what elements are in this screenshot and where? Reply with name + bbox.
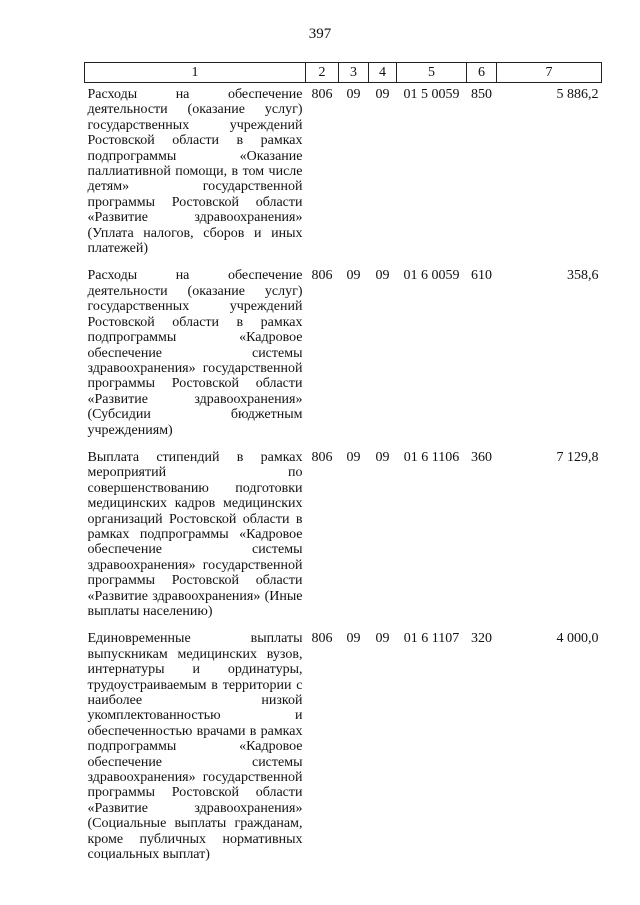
column-header: 4 — [369, 63, 397, 83]
row-code-5: 01 6 1107 — [403, 631, 460, 647]
row-description: Расходы на обеспечение деятельности (оказание услуг) государственных учреждений Ростовской области в рамках подпрограммы «Кадровое обеспечение системы здравоохранения» государственной программы Ростовской области «Развитие здравоохранения» (Субсидии бюджетным учреждениям) — [87, 268, 303, 438]
row-code-4: 09 — [375, 87, 390, 102]
row-code-6: 320 — [471, 631, 492, 647]
row-code-3: 09 — [346, 449, 361, 465]
row-code-6: 360 — [471, 449, 492, 465]
row-amount: 4 000,0 — [556, 631, 599, 647]
row-code-5: 01 6 1106 — [403, 449, 460, 465]
column-header: 5 — [397, 63, 467, 83]
row-code-2: 806 — [311, 631, 333, 647]
row-code-4: 09 — [375, 449, 390, 465]
row-description: Выплата стипендий в рамках мероприятий по совершенствованию подготовки медицинских кадров медицинских организаций Ростовской области в рамках подпрограммы «Кадровое обеспечение системы здравоохранения» государственной программы Ростовской области «Развитие здравоохранения» (Иные выплаты населению) — [87, 449, 303, 619]
budget-table — [84, 62, 602, 871]
row-code-6: 610 — [471, 268, 492, 284]
row-code-4: 09 — [375, 268, 390, 284]
row-code-3: 09 — [346, 87, 361, 102]
row-code-5: 01 6 0059 — [403, 268, 460, 284]
row-amount: 5 886,2 — [556, 87, 599, 102]
row-description: Единовременные выплаты выпускникам медицинских вузов, интернатуры и ординатуры, трудоустраиваемым в территории с наиболее низкой укомплектованностью и обеспеченностью врачами в рамках подпрограммы «Кадровое обеспечение системы здравоохранения» государственной программы Ростовской области «Развитие здравоохранения» (Социальные выплаты гражданам, кроме публичных нормативных социальных выплат) — [87, 631, 303, 863]
row-code-3: 09 — [346, 631, 361, 647]
page-number: 397 — [308, 26, 332, 42]
column-header: 3 — [339, 63, 369, 83]
table-row — [85, 83, 602, 265]
row-code-2: 806 — [311, 87, 333, 102]
header-row — [85, 63, 602, 83]
row-code-6: 850 — [471, 87, 492, 102]
row-code-4: 09 — [375, 631, 390, 647]
row-amount: 7 129,8 — [556, 449, 599, 465]
column-header: 7 — [497, 63, 602, 83]
column-header: 1 — [85, 63, 306, 83]
row-amount: 358,6 — [567, 268, 599, 284]
table-row — [85, 446, 602, 627]
row-code-2: 806 — [311, 449, 333, 465]
column-header: 2 — [306, 63, 339, 83]
row-description: Расходы на обеспечение деятельности (оказание услуг) государственных учреждений Ростовской области в рамках подпрограммы «Оказание паллиативной помощи, в том числе детям» государственной программы Ростовской области «Развитие здравоохранения» (Уплата налогов, сборов и иных платежей) — [87, 87, 303, 257]
column-header: 6 — [467, 63, 497, 83]
table-row — [85, 627, 602, 870]
table-row — [85, 264, 602, 445]
row-code-5: 01 5 0059 — [403, 87, 460, 102]
row-code-2: 806 — [311, 268, 333, 284]
row-code-3: 09 — [346, 268, 361, 284]
